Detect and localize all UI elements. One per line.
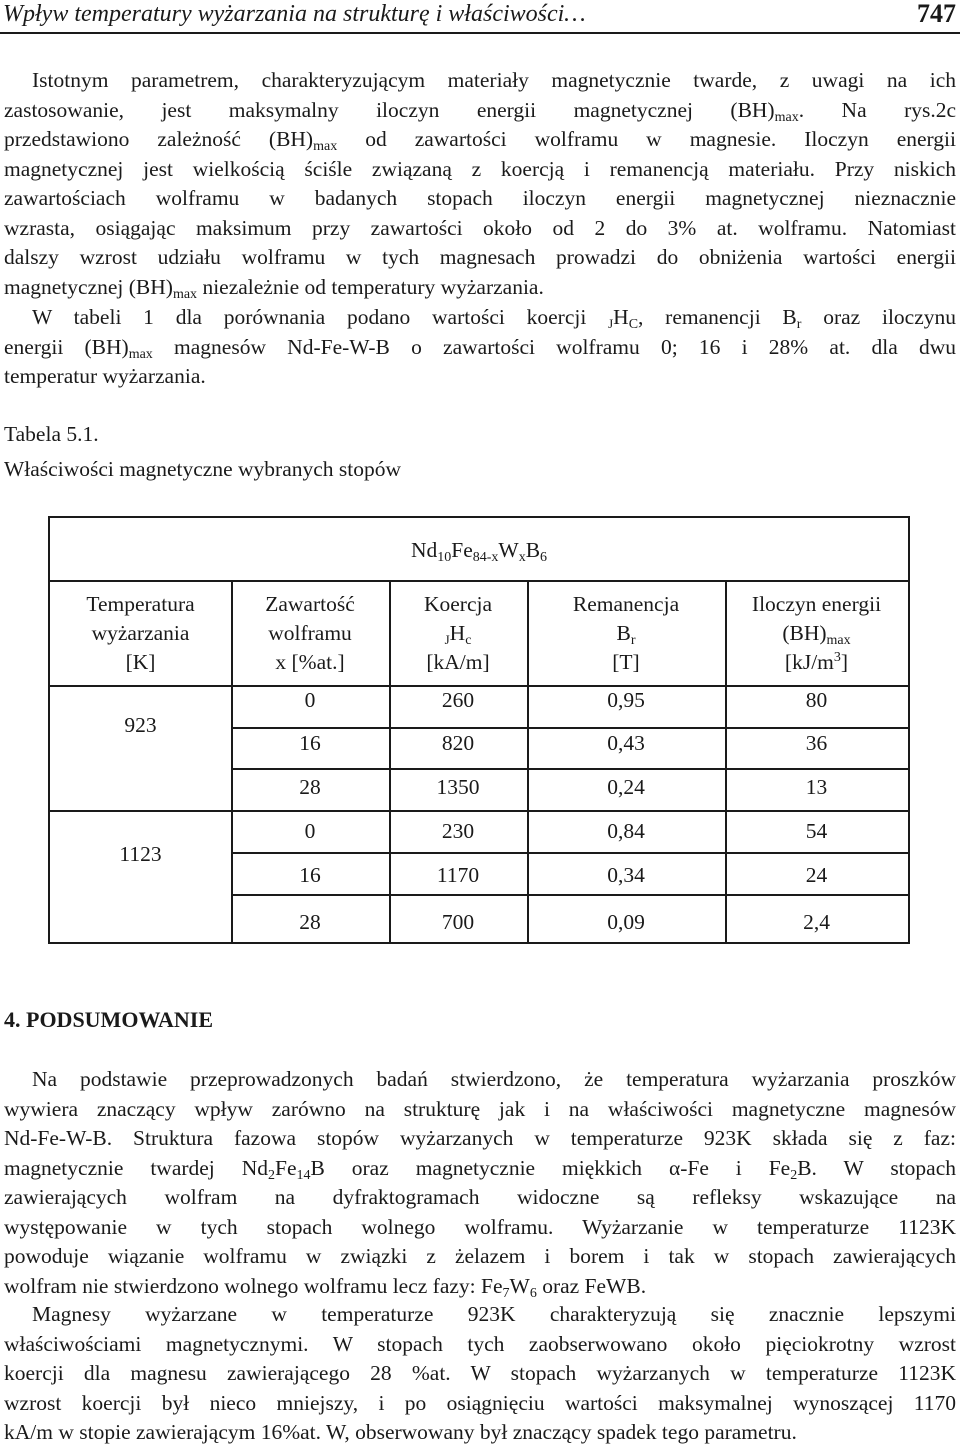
- text-span: , remanencji B: [638, 305, 797, 329]
- subscript: 14: [296, 1167, 311, 1183]
- tungsten-cell: 16: [299, 731, 321, 755]
- text-span: oraz iloczynu: [801, 305, 957, 329]
- header-rule: [0, 32, 960, 34]
- subscript: C: [628, 317, 639, 332]
- text-span: wzrost koercji był nieco mniejszy, i po osiągnięciu wartości maksymalnej wynoszącej 1170: [4, 1390, 956, 1415]
- text-line: [4, 1389, 956, 1419]
- formula-part: Fe: [451, 538, 473, 562]
- coercivity-cell: 820: [441, 731, 475, 755]
- text-line: [4, 1330, 956, 1360]
- coercivity-cell: 1350: [436, 775, 480, 799]
- coercivity-cell: 230: [441, 819, 475, 843]
- text-span: magnesów Nd-Fe-W-B o zawartości wolframu 0; 16 i 28% at. dla dwu: [152, 334, 956, 359]
- header-line: Temperatura: [86, 592, 195, 616]
- text-span: od zawartości wolframu w magnesie. Iloczyn energii: [337, 127, 957, 151]
- header-line: [kA/m]: [426, 650, 490, 674]
- header-energy-product: [725, 590, 908, 677]
- table-rule: [50, 810, 908, 812]
- symbol: B: [616, 621, 631, 645]
- text-line: [4, 184, 956, 214]
- header-line: wyżarzania: [91, 621, 190, 645]
- text-span: dalszy wzrost udziału wolframu w tych magnesach prowadzi do obniżenia wartości energii: [4, 245, 956, 269]
- energy-cell: 80: [805, 688, 828, 712]
- table-caption: Właściwości magnetyczne wybranych stopów: [4, 457, 402, 481]
- text-line: [4, 1359, 956, 1389]
- text-span: przedstawiono zależność (BH): [4, 127, 314, 151]
- text-span: magnetycznej (BH): [4, 274, 173, 299]
- energy-cell: 24: [805, 863, 828, 887]
- header-line: [725, 619, 908, 648]
- text-line: [4, 214, 956, 244]
- running-header: [0, 0, 960, 30]
- text-span: W: [509, 1273, 530, 1298]
- temperature-cell: 923: [124, 713, 157, 737]
- subscript-prefix: J: [608, 316, 614, 331]
- text-span: występowanie w tych stopach wolnego wolframu. Wyżarzanie w temperaturze 1123K: [4, 1214, 956, 1239]
- text-line: [4, 333, 956, 363]
- text-line: [4, 1300, 956, 1330]
- text-line: [4, 1183, 956, 1213]
- text-line: [4, 1124, 956, 1154]
- tungsten-cell: 28: [299, 775, 321, 799]
- text-line: [4, 1418, 956, 1448]
- subscript: r: [796, 317, 802, 332]
- text-line: [4, 303, 956, 333]
- text-span: Nd-Fe-W-B. Struktura fazowa stopów wyżarzanych w temperaturze 923K składa się z faz:: [4, 1126, 956, 1150]
- header-title: Wpływ temperatury wyżarzania na strukturę i właściwości…: [3, 1, 586, 27]
- text-span: Na podstawie przeprowadzonych badań stwierdzono, że temperatura wyżarzania proszków: [32, 1067, 956, 1091]
- text-line: [4, 243, 956, 273]
- text-span: Magnesy wyżarzane w temperaturze 923K charakteryzują się znacznie lepszymi: [32, 1302, 956, 1326]
- remanence-cell: 0,95: [607, 688, 645, 712]
- energy-cell: 13: [805, 775, 828, 799]
- table-label: Tabela 5.1.: [4, 422, 99, 446]
- text-line: [4, 1095, 956, 1125]
- subscript: c: [465, 633, 472, 648]
- header-line: Remanencja: [572, 592, 680, 616]
- formula-part: Nd: [410, 538, 438, 562]
- header-line: [389, 619, 527, 648]
- header-line: [527, 619, 725, 648]
- table-rule: [50, 580, 908, 582]
- subscript: max: [128, 346, 153, 362]
- header-remanence: [527, 590, 725, 677]
- text-span: wywiera znaczący wpływ zarówno na strukturę jak i na właściwości magnetyczne magnesów: [4, 1096, 956, 1121]
- unit: ]: [840, 650, 849, 674]
- text-line: [4, 362, 956, 392]
- header-line: x [%at.]: [275, 650, 345, 674]
- intro-paragraph-1: [4, 66, 956, 302]
- text-span: magnetycznie twardej Nd: [4, 1155, 268, 1180]
- table-rule: [231, 852, 908, 854]
- text-line: [4, 1065, 956, 1095]
- text-line: [4, 1242, 956, 1272]
- coercivity-cell: 1170: [436, 863, 480, 887]
- text-line: [4, 125, 956, 155]
- text-line: [4, 273, 956, 303]
- header-line: Zawartość: [265, 592, 355, 616]
- text-span: W tabeli 1 dla porównania podano wartości koercji: [32, 305, 609, 329]
- text-span: . Na rys.2c: [798, 97, 957, 122]
- formula-part: B: [525, 538, 541, 562]
- subscript: 2: [790, 1167, 798, 1183]
- text-line: [4, 66, 956, 96]
- text-span: zawierających wolfram na dyfraktogramach widoczne są refleksy wskazujące na: [4, 1185, 956, 1209]
- subscript: r: [630, 633, 636, 648]
- header-line: [725, 648, 908, 677]
- subscript: max: [172, 286, 198, 302]
- page-number: 747: [917, 0, 956, 28]
- header-line: Koercja: [423, 592, 493, 616]
- alloy-formula: [50, 536, 908, 565]
- header-line: [T]: [612, 650, 640, 674]
- summary-paragraph-1: [4, 1065, 956, 1301]
- text-line: [4, 96, 956, 126]
- header-temperature: [50, 590, 231, 677]
- text-span: koercji dla magnesu zawierającego 28 %at. W stopach wyżarzanych w temperaturze 1123K: [4, 1361, 956, 1385]
- header-tungsten-content: [231, 590, 389, 677]
- temperature-cell: 1123: [119, 842, 162, 866]
- remanence-cell: 0,24: [607, 775, 645, 799]
- header-coercivity: [389, 590, 527, 677]
- tungsten-cell: 28: [299, 910, 321, 934]
- subscript: max: [826, 633, 851, 648]
- text-line: [4, 155, 956, 185]
- text-span: Fe: [275, 1155, 297, 1180]
- remanence-cell: 0,09: [607, 910, 645, 934]
- symbol: (BH): [782, 621, 827, 645]
- formula-part: W: [498, 538, 519, 562]
- text-span: powoduje wiązanie wolframu w związki z żelazem i borem i tak w stopach zawierających: [4, 1244, 956, 1268]
- intro-paragraph-2: [4, 303, 956, 392]
- text-line: [4, 1213, 956, 1243]
- text-span: magnetycznej jest wielkością ściśle związaną z koercją i remanencją materiału. Przy niskich: [4, 156, 956, 181]
- text-span: właściwościami magnetycznymi. W stopach tych zaobserwowano około pięciokrotny wzrost: [4, 1331, 956, 1356]
- text-span: energii (BH): [4, 334, 129, 359]
- subscript: 10: [437, 550, 452, 565]
- section-title: 4. PODSUMOWANIE: [4, 1007, 214, 1032]
- symbol: H: [449, 621, 466, 645]
- text-span: H: [613, 305, 629, 329]
- text-span: wolfram nie stwierdzono wolnego wolframu lecz fazy: Fe: [4, 1273, 503, 1298]
- text-span: Istotnym parametrem, charakteryzującym materiały magnetycznie twarde, z uwagi na ich: [32, 68, 956, 92]
- text-line: [4, 1272, 956, 1302]
- subscript: 2: [268, 1167, 275, 1183]
- remanence-cell: 0,34: [607, 863, 645, 887]
- superscript: 3: [833, 650, 841, 665]
- header-line: wolframu: [268, 621, 352, 645]
- table-rule: [231, 768, 908, 770]
- tungsten-cell: 0: [304, 819, 316, 843]
- text-span: oraz FeWB.: [536, 1273, 647, 1298]
- text-span: B. W stopach: [797, 1155, 956, 1180]
- table-rule: [231, 894, 908, 896]
- text-span: niezależnie od temperatury wyżarzania.: [197, 274, 544, 299]
- subscript: max: [313, 139, 338, 154]
- text-span: kA/m w stopie zawierającym 16%at. W, obserwowany był znaczący spadek tego parametru.: [4, 1420, 797, 1444]
- remanence-cell: 0,84: [607, 819, 645, 843]
- coercivity-cell: 260: [441, 688, 475, 712]
- text-line: [4, 1154, 956, 1184]
- header-line: [K]: [125, 650, 156, 674]
- summary-paragraph-2: [4, 1300, 956, 1448]
- text-span: B oraz magnetycznie miękkich α-Fe i Fe: [310, 1155, 791, 1180]
- subscript: max: [774, 109, 799, 125]
- remanence-cell: 0,43: [607, 731, 645, 755]
- energy-cell: 54: [805, 819, 828, 843]
- text-span: wzrasta, osiągając maksimum przy zawartości około od 2 do 3% at. wolframu. Natomiast: [4, 215, 956, 240]
- coercivity-cell: 700: [441, 910, 475, 934]
- energy-cell: 2,4: [803, 910, 830, 934]
- text-span: zastosowanie, jest maksymalny iloczyn energii magnetycznej (BH): [4, 97, 775, 122]
- subscript: 7: [502, 1285, 510, 1301]
- header-line: Iloczyn energii: [751, 592, 882, 616]
- subscript: x: [518, 550, 526, 565]
- text-span: zawartościach wolframu w badanych stopach iloczyn energii magnetycznej nieznacznie: [4, 186, 956, 210]
- text-span: temperatur wyżarzania.: [4, 364, 206, 388]
- energy-cell: 36: [805, 731, 828, 755]
- unit: [kJ/m: [784, 650, 834, 674]
- subscript-prefix: J: [444, 632, 450, 647]
- tungsten-cell: 16: [299, 863, 321, 887]
- subscript: 6: [540, 550, 548, 565]
- subscript: 84-x: [472, 550, 499, 565]
- tungsten-cell: 0: [304, 688, 316, 712]
- subscript: 6: [529, 1285, 537, 1301]
- properties-table: [48, 516, 910, 944]
